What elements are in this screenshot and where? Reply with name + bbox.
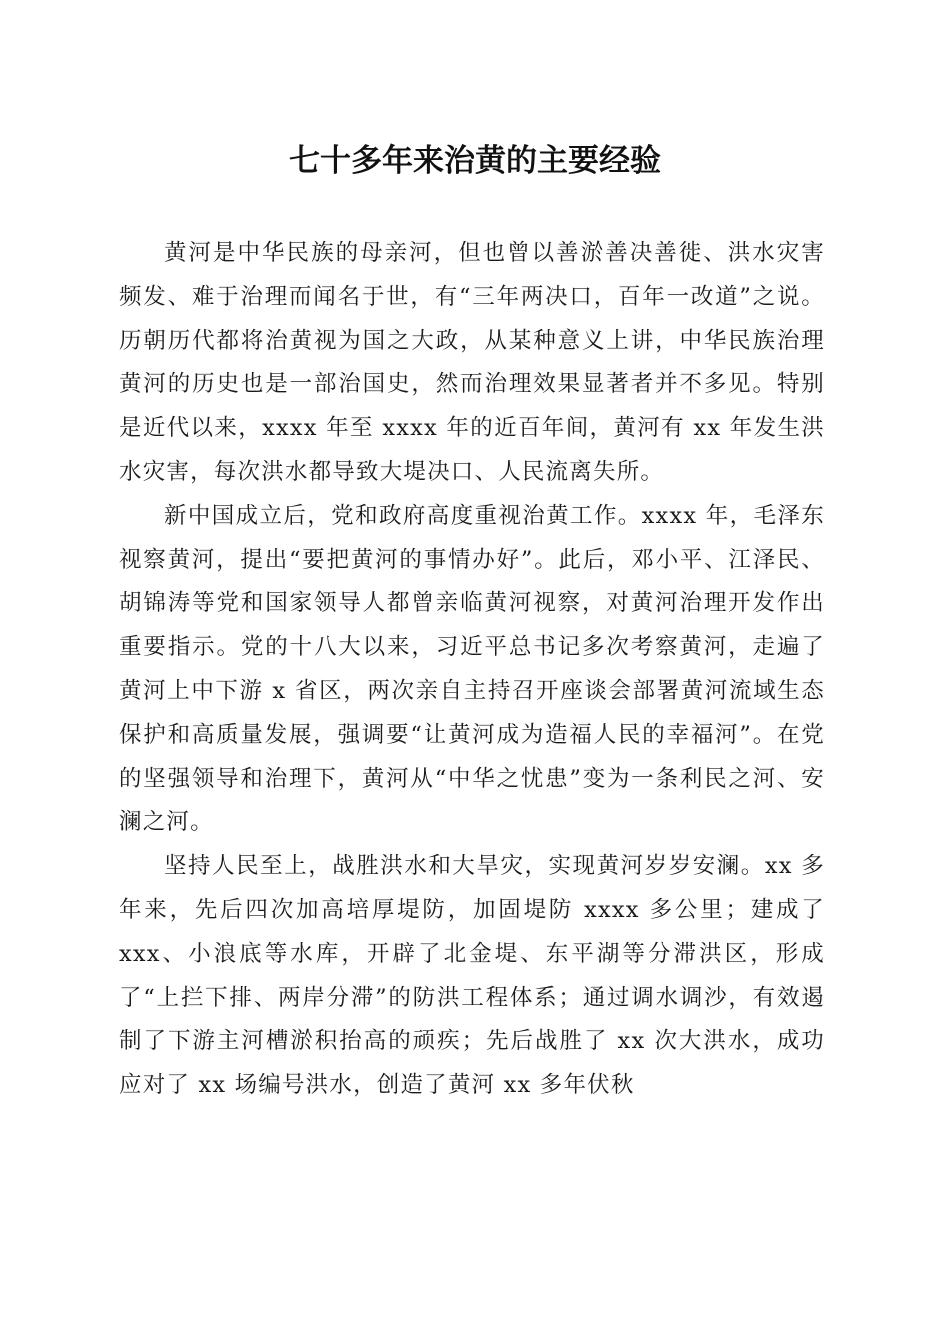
document-title: 七十多年来治黄的主要经验 [289,143,661,179]
document-body [119,232,825,1108]
paragraph: 黄河是中华民族的母亲河，但也曾以善淤善决善徙、洪水灾害频发、难于治理而闻名于世，有“三年两决口，百年一改道”之说。历朝历代都将治黄视为国之大政，从某种意义上讲，中华民族治理黄河的历史也是一部治国史，然而治理效果显著者并不多见。特别是近代以来，xxxx 年至 xxxx 年的近百年间，黄河有 xx 年发生洪水灾害，每次洪水都导致大堤决口、人民流离失所。 [119,240,825,485]
paragraph: 新中国成立后，党和政府高度重视治黄工作。xxxx 年，毛泽东视察黄河，提出“要把黄河的事情办好”。此后，邓小平、江泽民、胡锦涛等党和国家领导人都曾亲临黄河视察，对黄河治理开发作出重要指示。党的十八大以来，习近平总书记多次考察黄河，走遍了黄河上中下游 x 省区，两次亲自主持召开座谈会部署黄河流域生态保护和高质量发展，强调要“让黄河成为造福人民的幸福河”。在党的坚强领导和治理下，黄河从“中华之忧患”变为一条利民之河、安澜之河。 [119,502,825,836]
paragraph: 坚持人民至上，战胜洪水和大旱灾，实现黄河岁岁安澜。xx 多年来，先后四次加高培厚堤防，加固堤防 xxxx 多公里；建成了 xxx、小浪底等水库，开辟了北金堤、东平湖等分滞洪区，形成了“上拦下排、两岸分滞”的防洪工程体系；通过调水调沙，有效遏制了下游主河槽淤积抬高的顽疾；先后战胜了 xx 次大洪水，成功应对了 xx 场编号洪水，创造了黄河 xx 多年伏秋 [119,853,825,1099]
